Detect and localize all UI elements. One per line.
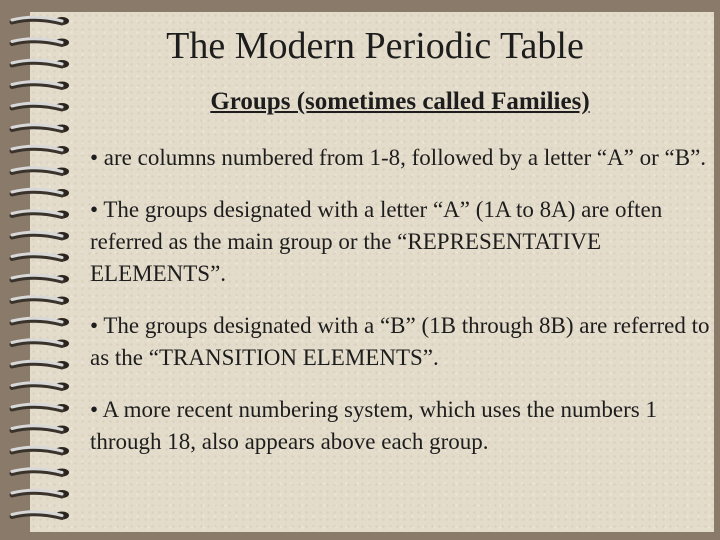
bullet-item: • are columns numbered from 1-8, followed by a letter “A” or “B”. [90,145,707,170]
slide-title: The Modern Periodic Table [166,25,584,67]
bullet-item: • The groups designated with a “B” (1B through 8B) are referred to as the “TRANSITION ELEMENTS”. [90,313,710,370]
bullet-item: • The groups designated with a letter “A” (1A to 8A) are often referred as the main group or the “REPRESENTATIVE ELEMENTS”. [90,197,663,286]
slide-subtitle: Groups (sometimes called Families) [210,88,590,115]
bullet-list [90,142,716,478]
spiral-binding-icon [0,0,90,540]
bullet-item: • A more recent numbering system, which uses the numbers 1 through 18, also appears above each group. [90,397,657,454]
